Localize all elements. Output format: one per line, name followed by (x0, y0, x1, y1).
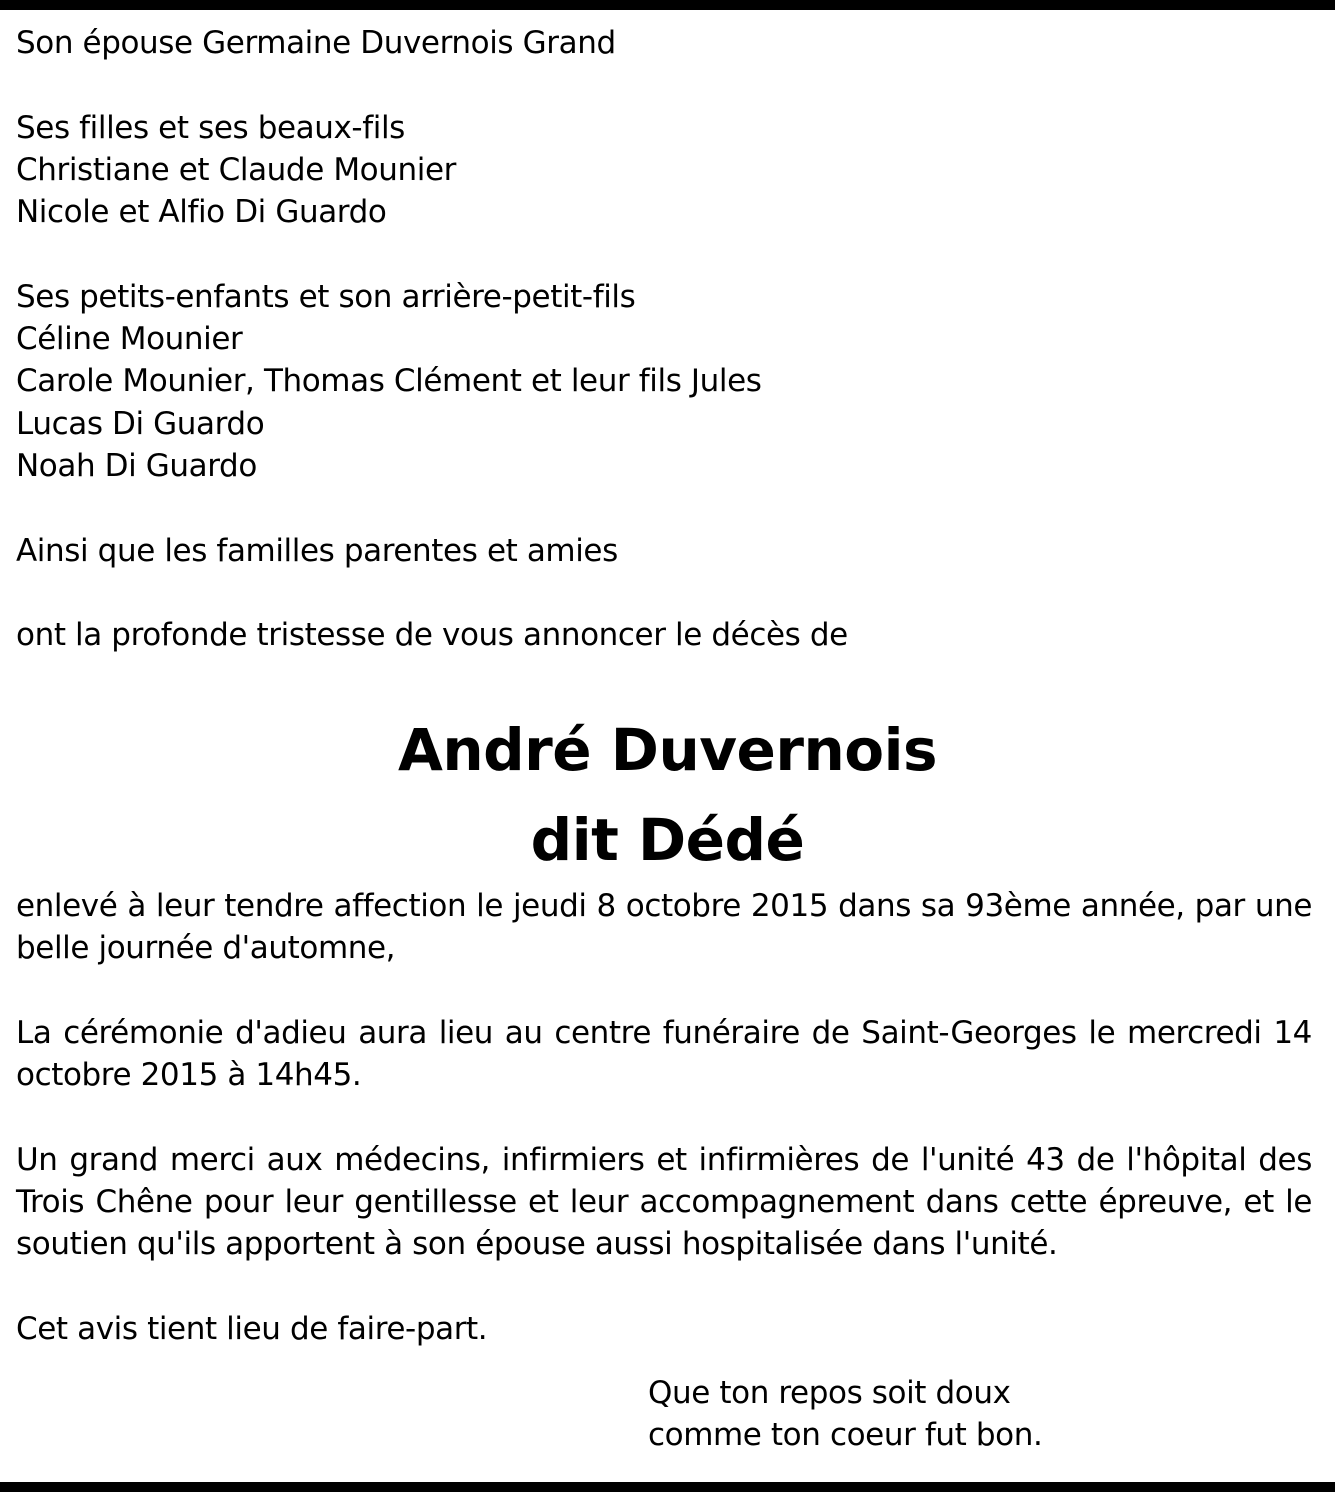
spacer (16, 487, 1312, 529)
top-border-rule (0, 0, 1335, 10)
ceremony-paragraph: La cérémonie d'adieu aura lieu au centre funéraire de Saint-Georges le mercredi 14 octobre 2015 à 14h45. (16, 1014, 1312, 1094)
deceased-name-block (0, 705, 1335, 885)
daughter-line: Nicole et Alfio Di Guardo (16, 194, 387, 231)
family-section (16, 22, 1312, 656)
grandchild-line: Carole Mounier, Thomas Clément et leur fils Jules (16, 363, 762, 400)
bottom-border-rule (0, 1482, 1335, 1492)
relatives-line: Ainsi que les familles parentes et amies (16, 532, 618, 569)
grandchild-line: Lucas Di Guardo (16, 405, 265, 442)
closing-verse (648, 1372, 1042, 1457)
notice-paragraph: Cet avis tient lieu de faire-part. (16, 1310, 488, 1347)
thanks-paragraph: Un grand merci aux médecins, infirmiers et infirmières de l'unité 43 de l'hôpital des Trois Chêne pour leur gentillesse et leur accompagnement dans cette épreuve, et le soutien qu'ils apportent à son épouse aussi hospitalisée dans l'unité. (16, 1141, 1312, 1263)
spacer (16, 233, 1312, 275)
spacer (16, 64, 1312, 106)
details-section (16, 885, 1312, 1350)
daughters-heading: Ses filles et ses beaux-fils (16, 109, 405, 146)
deceased-nickname: dit Dédé (530, 806, 805, 874)
spacer (16, 572, 1312, 614)
deceased-name: André Duvernois (397, 716, 938, 784)
daughter-line: Christiane et Claude Mounier (16, 151, 456, 188)
closing-line: Que ton repos soit doux (648, 1375, 1011, 1411)
grandchildren-heading: Ses petits-enfants et son arrière-petit-fils (16, 278, 636, 315)
spouse-line: Son épouse Germaine Duvernois Grand (16, 25, 616, 61)
passing-paragraph: enlevé à leur tendre affection le jeudi 8 octobre 2015 dans sa 93ème année, par une belle journée d'automne, (16, 888, 1312, 967)
closing-line: comme ton coeur fut bon. (648, 1417, 1043, 1454)
grandchild-line: Céline Mounier (16, 321, 243, 358)
grandchild-line: Noah Di Guardo (16, 447, 257, 484)
announcement-line: ont la profonde tristesse de vous annoncer le décès de (16, 617, 848, 654)
